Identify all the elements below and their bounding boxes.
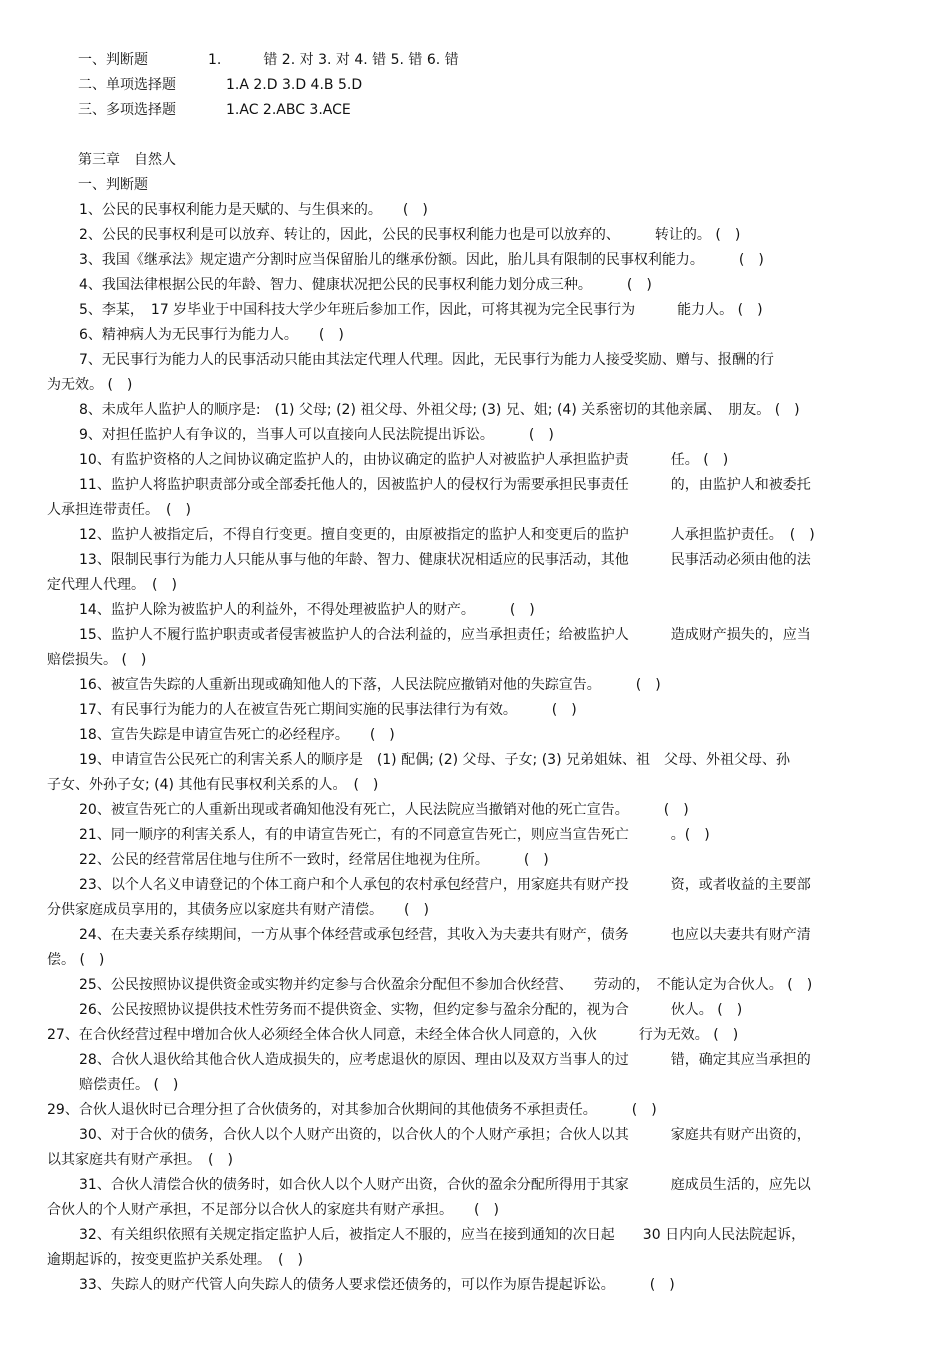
question-line: 24、在夫妻关系存续期间，一方从事个体经营或承包经营，其收入为夫妻共有财产，债务 也应以夫妻共有财产清: [79, 927, 811, 943]
answer-value-1: 1. 错 2. 对 3. 对 4. 错 5. 错 6. 错: [208, 52, 459, 68]
question-line: 21、同一顺序的利害关系人，有的申请宣告死亡，有的不同意宣告死亡，则应当宣告死亡 。( ): [79, 827, 710, 843]
question-line: 15、监护人不履行监护职责或者侵害被监护人的合法利益的，应当承担责任；给被监护人 造成财产损失的，应当: [79, 627, 811, 643]
question-line: 4、我国法律根据公民的年龄、智力、健康状况把公民的民事权利能力划分成三种。 ( ): [79, 277, 652, 293]
question-line: 5、李某， 17 岁毕业于中国科技大学少年班后参加工作，因此，可将其视为完全民事行为 能力人。 ( ): [79, 302, 763, 318]
question-line-continued: 偿。 ( ): [47, 952, 105, 968]
question-line: 3、我国《继承法》规定遗产分割时应当保留胎儿的继承份额。因此，胎儿具有限制的民事权利能力。 ( ): [79, 252, 764, 268]
question-line: 14、监护人除为被监护人的利益外，不得处理被监护人的财产。 ( ): [79, 602, 535, 618]
question-line: 10、有监护资格的人之间协议确定监护人的，由协议确定的监护人对被监护人承担监护责 任。 ( ): [79, 452, 729, 468]
question-line: 31、合伙人清偿合伙的债务时，如合伙人以个人财产出资，合伙的盈余分配所得用于其家 庭成员生活的，应先以: [79, 1177, 811, 1193]
chapter-title: 第三章 自然人: [78, 152, 176, 168]
question-line: 13、限制民事行为能力人只能从事与他的年龄、智力、健康状况相适应的民事活动，其他 民事活动必须由他的法: [79, 552, 811, 568]
question-line: 32、有关组织依照有关规定指定监护人后，被指定人不服的，应当在接到通知的次日起 30 日内向人民法院起诉，: [79, 1227, 806, 1243]
question-line: 20、被宣告死亡的人重新出现或者确知他没有死亡，人民法院应当撤销对他的死亡宣告。 ( ): [79, 802, 689, 818]
question-line-continued: 赔偿损失。 ( ): [47, 652, 147, 668]
question-line: 25、公民按照协议提供资金或实物并约定参与合伙盈余分配但不参加合伙经营、 劳动的， 不能认定为合伙人。 ( ): [79, 977, 813, 993]
question-line: 17、有民事行为能力的人在被宣告死亡期间实施的民事法律行为有效。 ( ): [79, 702, 577, 718]
question-line-continued: 分供家庭成员享用的，其债务应以家庭共有财产清偿。 ( ): [47, 902, 429, 918]
question-line: 7、无民事行为能力人的民事活动只能由其法定代理人代理。因此，无民事行为能力人接受奖励、赠与、报酬的行: [79, 352, 774, 368]
question-line: 19、申请宣告公民死亡的利害关系人的顺序是 (1) 配偶; (2) 父母、子女; (3) 兄弟姐妹、祖 父母、外祖父母、孙: [79, 752, 790, 768]
question-line-continued: 合伙人的个人财产承担，不足部分以合伙人的家庭共有财产承担。 ( ): [47, 1202, 499, 1218]
question-line-continued: 逾期起诉的，按变更监护关系处理。 ( ): [47, 1252, 303, 1268]
question-line-continued: 为无效。 ( ): [47, 377, 133, 393]
question-line: 1、公民的民事权利能力是天赋的、与生俱来的。 ( ): [79, 202, 428, 218]
question-line: 30、对于合伙的债务，合伙人以个人财产出资的，以合伙人的个人财产承担；合伙人以其 家庭共有财产出资的，: [79, 1127, 811, 1143]
question-line-continued: 29、合伙人退伙时已合理分担了合伙债务的，对其参加合伙期间的其他债务不承担责任。 ( ): [47, 1102, 657, 1118]
question-line: 26、公民按照协议提供技术性劳务而不提供资金、实物，但约定参与盈余分配的，视为合 伙人。 ( ): [79, 1002, 743, 1018]
answer-value-3: 1.AC 2.ABC 3.ACE: [226, 102, 351, 118]
question-line: 9、对担任监护人有争议的，当事人可以直接向人民法院提出诉讼。 ( ): [79, 427, 554, 443]
question-line-continued: 子女、外孙子女; (4) 其他有民事权利关系的人。 ( ): [47, 777, 379, 793]
question-line: 28、合伙人退伙给其他合伙人造成损失的，应考虑退伙的原因、理由以及双方当事人的过 错，确定其应当承担的: [79, 1052, 811, 1068]
section-title: 一、判断题: [78, 177, 148, 193]
question-line: 11、监护人将监护职责部分或全部委托他人的，因被监护人的侵权行为需要承担民事责任 的，由监护人和被委托: [79, 477, 811, 493]
question-line: 8、未成年人监护人的顺序是: (1) 父母; (2) 祖父母、外祖父母; (3) 兄、姐; (4) 关系密切的其他亲属、 朋友。 ( ): [79, 402, 800, 418]
question-line-continued: 人承担连带责任。 ( ): [47, 502, 191, 518]
question-line-continued: 以其家庭共有财产承担。 ( ): [47, 1152, 233, 1168]
answer-label-3: 三、多项选择题: [78, 102, 176, 118]
question-line: 16、被宣告失踪的人重新出现或确知他人的下落，人民法院应撤销对他的失踪宣告。 ( ): [79, 677, 661, 693]
question-line: 12、监护人被指定后，不得自行变更。擅自变更的，由原被指定的监护人和变更后的监护 人承担监护责任。 ( ): [79, 527, 815, 543]
answer-label-2: 二、单项选择题: [78, 77, 176, 93]
question-line: 18、宣告失踪是申请宣告死亡的必经程序。 ( ): [79, 727, 395, 743]
question-line: 33、失踪人的财产代管人向失踪人的债务人要求偿还债务的，可以作为原告提起诉讼。 ( ): [79, 1277, 675, 1293]
question-line: 23、以个人名义申请登记的个体工商户和个人承包的农村承包经营户，用家庭共有财产投 资，或者收益的主要部: [79, 877, 811, 893]
question-line-continued: 定代理人代理。 ( ): [47, 577, 177, 593]
answer-label-1: 一、判断题: [78, 52, 148, 68]
question-line: 6、精神病人为无民事行为能力人。 ( ): [79, 327, 344, 343]
question-line: 22、公民的经营常居住地与住所不一致时，经常居住地视为住所。 ( ): [79, 852, 549, 868]
question-line-continued: 27、在合伙经营过程中增加合伙人必须经全体合伙人同意，未经全体合伙人同意的，入伙 行为无效。 ( ): [47, 1027, 739, 1043]
answer-value-2: 1.A 2.D 3.D 4.B 5.D: [226, 77, 363, 93]
question-line: 2、公民的民事权利是可以放弃、转让的，因此，公民的民事权利能力也是可以放弃的、 转让的。 ( ): [79, 227, 741, 243]
question-line: 赔偿责任。 ( ): [79, 1077, 179, 1093]
